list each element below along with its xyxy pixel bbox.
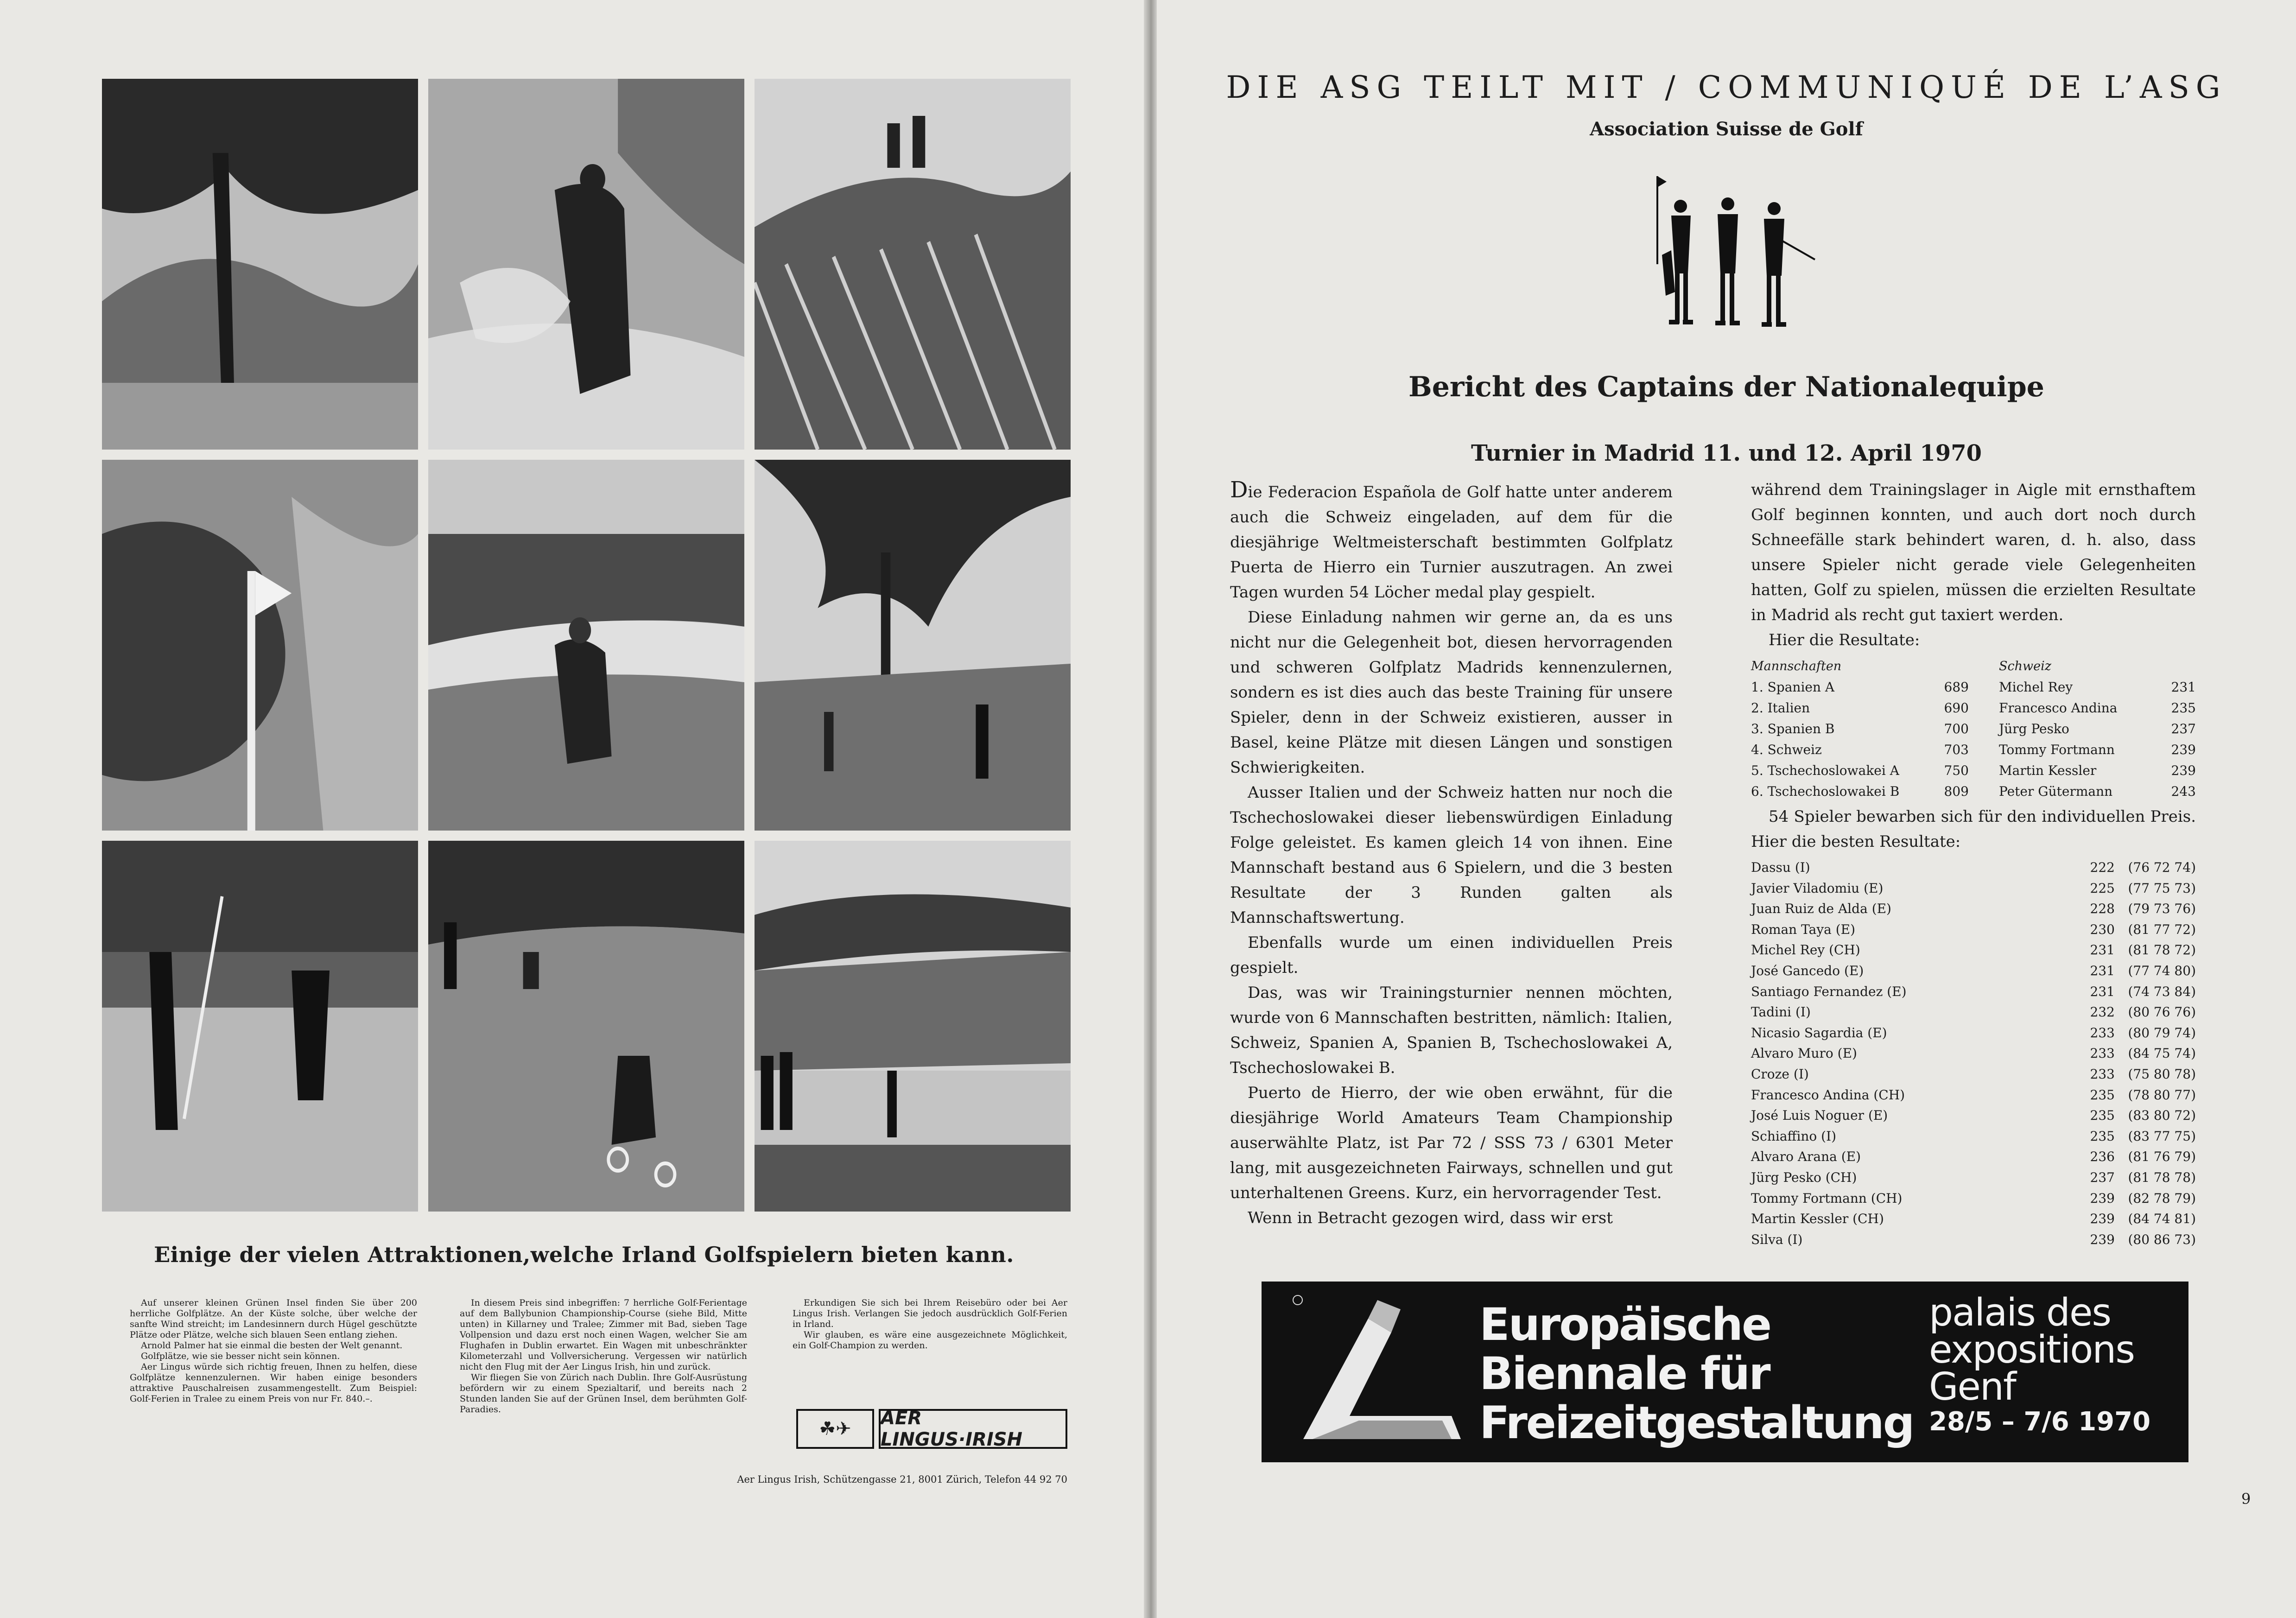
biennale-title-line: Freizeitgestaltung xyxy=(1479,1397,1914,1449)
table-row xyxy=(1751,1002,2196,1023)
ad-paragraph: Wir fliegen Sie von Zürich nach Dublin. Ihre Golf-Ausrüstung befördern wir zu einem Spezialtarif, und bereits nach 2 Stunden landen Sie auf der Grünen Insel, dem berühmten Golf-Paradies. xyxy=(460,1372,747,1415)
table-cell: (83 77 75) xyxy=(2128,1128,2196,1144)
table-cell: (75 80 78) xyxy=(2128,1066,2196,1082)
table-cell: 703 xyxy=(1944,742,1969,757)
table-cell: Juan Ruiz de Alda (E) xyxy=(1751,901,1891,917)
table-row xyxy=(1751,1023,2196,1044)
table-cell: (82 78 79) xyxy=(2128,1190,2196,1206)
table-cell: Tadini (I) xyxy=(1751,1004,1811,1020)
table-cell: 239 xyxy=(2090,1231,2115,1247)
table-cell: 235 xyxy=(2090,1108,2115,1123)
table-row xyxy=(1751,857,2196,878)
table-row xyxy=(1751,781,1969,802)
ad-paragraph: Aer Lingus würde sich richtig freuen, Ihnen zu helfen, diese Golfplätze kennenzulernen. Wir haben einige besonders attraktive Pauschalreisen zusammengestellt. Zum Beispiel: Golf-Ferien in Tralee zu einem Preis von nur Fr. 840.–. xyxy=(130,1362,417,1404)
swiss-header: Schweiz xyxy=(1999,659,2051,673)
biennale-venue-line: Genf xyxy=(1929,1365,2016,1409)
individual-intro-block xyxy=(1751,804,2196,854)
article-column-left xyxy=(1230,477,1673,1231)
aer-lingus-logo xyxy=(796,1409,1067,1449)
table-row xyxy=(1999,718,2196,739)
table-cell: Croze (I) xyxy=(1751,1066,1809,1082)
table-row xyxy=(1751,1209,2196,1230)
table-cell: 231 xyxy=(2090,983,2115,999)
table-cell: 222 xyxy=(2090,860,2115,875)
table-cell: (80 76 76) xyxy=(2128,1004,2196,1020)
table-cell: Francesco Andina (CH) xyxy=(1751,1087,1905,1103)
table-cell: Martin Kessler (CH) xyxy=(1751,1211,1884,1227)
table-cell: José Gancedo (E) xyxy=(1751,963,1864,978)
table-cell: (81 78 78) xyxy=(2128,1169,2196,1185)
table-row xyxy=(1751,677,1969,698)
tournament-title: Turnier in Madrid 11. und 12. April 1970 xyxy=(1471,440,1982,466)
table-row xyxy=(1751,961,2196,982)
table-cell: (81 76 79) xyxy=(2128,1149,2196,1165)
individual-intro: 54 Spieler bewarben sich für den individuellen Preis. Hier die besten Resultate: xyxy=(1751,807,2196,851)
photo-7 xyxy=(102,841,418,1212)
biennale-logo-icon xyxy=(1275,1282,1475,1462)
photo-6 xyxy=(755,460,1071,831)
table-cell: 225 xyxy=(2090,880,2115,896)
photo-1 xyxy=(102,79,418,450)
table-row xyxy=(1751,1188,2196,1209)
table-row xyxy=(1751,920,2196,940)
table-cell: Michel Rey (CH) xyxy=(1751,942,1860,958)
table-cell: (80 79 74) xyxy=(2128,1025,2196,1041)
table-cell: 700 xyxy=(1944,721,1969,736)
aer-lingus-wordmark: AER LINGUS·IRISH xyxy=(879,1409,1067,1449)
table-cell: Santiago Fernandez (E) xyxy=(1751,983,1907,999)
table-cell: 231 xyxy=(2171,679,2196,695)
photo-9 xyxy=(755,841,1071,1212)
table-cell: (78 80 77) xyxy=(2128,1087,2196,1103)
table-row xyxy=(1751,940,2196,961)
biennale-title-line: Biennale für xyxy=(1479,1348,1770,1400)
table-row xyxy=(1751,1230,2196,1250)
teams-column xyxy=(1751,656,1969,802)
table-cell: Tommy Fortmann (CH) xyxy=(1751,1190,1903,1206)
table-row xyxy=(1751,1085,2196,1106)
table-row xyxy=(1999,781,2196,802)
table-cell: (77 74 80) xyxy=(2128,963,2196,978)
individual-results-table xyxy=(1751,857,2196,1250)
table-cell: (80 86 73) xyxy=(2128,1231,2196,1247)
table-cell: (79 73 76) xyxy=(2128,901,2196,917)
table-cell: 235 xyxy=(2090,1087,2115,1103)
table-cell: 235 xyxy=(2090,1128,2115,1144)
table-row xyxy=(1999,760,2196,781)
table-row xyxy=(1751,1147,2196,1167)
table-cell: (74 73 84) xyxy=(2128,983,2196,999)
table-cell: Tommy Fortmann xyxy=(1999,742,2115,757)
article-paragraph: Ebenfalls wurde um einen individuellen Preis gespielt. xyxy=(1230,933,1673,977)
table-cell: Nicasio Sagardia (E) xyxy=(1751,1025,1887,1041)
table-row xyxy=(1751,698,1969,718)
photo-3 xyxy=(755,79,1071,450)
table-row xyxy=(1751,718,1969,739)
shamrock-plane-icon: ☘✈ xyxy=(796,1409,874,1449)
table-row xyxy=(1999,677,2196,698)
table-cell: 237 xyxy=(2171,721,2196,736)
table-cell: Javier Viladomiu (E) xyxy=(1751,880,1884,896)
table-cell: 239 xyxy=(2090,1211,2115,1227)
table-cell: 235 xyxy=(2171,700,2196,716)
table-cell: (81 77 72) xyxy=(2128,921,2196,937)
golfers-illustration-icon xyxy=(1625,171,1829,348)
table-row xyxy=(1751,760,1969,781)
aer-lingus-address: Aer Lingus Irish, Schützengasse 21, 8001 Zürich, Telefon 44 92 70 xyxy=(737,1474,1067,1485)
table-cell: 6. Tschechoslowakei B xyxy=(1751,784,1900,799)
ad-column-3 xyxy=(793,1298,1067,1351)
table-cell: Roman Taya (E) xyxy=(1751,921,1856,937)
ad-paragraph: Erkundigen Sie sich bei Ihrem Reisebüro oder bei Aer Lingus Irish. Verlangen Sie jedoch ausdrücklich Golf-Ferien in Irland. xyxy=(793,1298,1067,1329)
teams-header: Mannschaften xyxy=(1751,659,1842,673)
biennale-ad xyxy=(1262,1282,2188,1462)
table-cell: 231 xyxy=(2090,963,2115,978)
table-cell: 4. Schweiz xyxy=(1751,742,1822,757)
table-cell: 233 xyxy=(2090,1066,2115,1082)
table-row xyxy=(1999,739,2196,760)
table-cell: 231 xyxy=(2090,942,2115,958)
table-cell: (84 74 81) xyxy=(2128,1211,2196,1227)
article-paragraph: Puerto de Hierro, der wie oben erwähnt, für die diesjährige World Amateurs Team Championship auserwählte Platz, ist Par 72 / SSS 73 / 6301 Meter lang, mit ausgezeichneten Fairways, schnellen und gut unterhaltenen Greens. Kurz, ein hervorragender Test. xyxy=(1230,1084,1673,1202)
table-cell: Francesco Andina xyxy=(1999,700,2118,716)
table-row xyxy=(1751,878,2196,899)
table-cell: (77 75 73) xyxy=(2128,880,2196,896)
table-cell: Michel Rey xyxy=(1999,679,2073,695)
table-row xyxy=(1751,899,2196,920)
table-cell: Schiaffino (I) xyxy=(1751,1128,1837,1144)
table-cell: Martin Kessler xyxy=(1999,763,2097,778)
page-gutter xyxy=(1144,0,1157,1618)
table-cell: 2. Italien xyxy=(1751,700,1810,716)
table-cell: Silva (I) xyxy=(1751,1231,1803,1247)
left-page xyxy=(0,0,1144,1618)
table-cell: (84 75 74) xyxy=(2128,1046,2196,1061)
biennale-title-line: Europäische xyxy=(1479,1299,1771,1351)
table-cell: 233 xyxy=(2090,1025,2115,1041)
table-row xyxy=(1751,739,1969,760)
ad-paragraph: Arnold Palmer hat sie einmal die besten der Welt genannt. xyxy=(141,1340,403,1351)
ad-paragraph: Auf unserer kleinen Grünen Insel finden Sie über 200 herrliche Golfplätze. An der Küste solche, über welche der sanfte Wind streicht; im Landesinnern durch Hügel geschützte Plätze oder Plätze, welche sich blauen Seen entlang ziehen. xyxy=(130,1298,417,1340)
table-cell: Jürg Pesko (CH) xyxy=(1751,1169,1857,1185)
table-cell: Alvaro Muro (E) xyxy=(1751,1046,1857,1061)
article-paragraph: Das, was wir Trainingsturnier nennen möchten, wurde von 6 Mannschaften bestritten, nämlich: Italien, Schweiz, Spanien A, Spanien B, Tschechoslowakei A, Tschechoslowakei B. xyxy=(1230,983,1673,1077)
article-paragraph: Die Federacion Española de Golf hatte unter anderem auch die Schweiz eingeladen, auf dem für die diesjährige Weltmeisterschaft bestimmten Golfplatz Puerta de Hierro ein Turnier auszutragen. An zwei Tagen wurden 54 Löcher medal play gespielt. xyxy=(1230,477,1673,602)
article-paragraph: Diese Einladung nahmen wir gerne an, da es uns nicht nur die Gelegenheit bot, diesen hervorragenden und schweren Golfplatz Madrids kennenzulernen, sondern es ist dies auch das beste Training für unsere Spieler, denn in der Schweiz existieren, ausser in Basel, keine Plätze mit diesen Längen und sonstigen Schwierigkeiten. xyxy=(1230,608,1673,777)
biennale-venue xyxy=(1929,1291,2135,1409)
photo-4 xyxy=(102,460,418,831)
table-cell: 236 xyxy=(2090,1149,2115,1165)
results-intro: Hier die Resultate: xyxy=(1769,631,1920,649)
table-row xyxy=(1999,698,2196,718)
table-cell: José Luis Noguer (E) xyxy=(1751,1108,1888,1123)
table-cell: (76 72 74) xyxy=(2128,860,2196,875)
page-number: 9 xyxy=(2241,1490,2251,1508)
table-cell: Jürg Pesko xyxy=(1999,721,2069,736)
asg-subtitle: Association Suisse de Golf xyxy=(1590,118,1863,140)
table-cell: Alvaro Arana (E) xyxy=(1751,1149,1861,1165)
article-paragraph: während dem Trainingslager in Aigle mit ernsthaftem Golf beginnen konnten, und auch dort noch durch Schneefälle stark behindert waren, d. h. also, dass unsere Spieler nicht gerade viele Gelegenheiten hatten, Golf zu spielen, müssen die erzielten Resultate in Madrid als recht gut taxiert werden. xyxy=(1751,481,2196,624)
photo-8 xyxy=(428,841,744,1212)
table-cell: 239 xyxy=(2171,742,2196,757)
table-cell: 809 xyxy=(1944,784,1969,799)
article-paragraph: Ausser Italien und der Schweiz hatten nur noch die Tschechoslowakei dieser liebenswürdigen Einladung Folge geleistet. Es kamen gleich 14 von ihnen. Eine Mannschaft bestand aus 6 Spielern, und die 3 besten Resultate der 3 Runden galten als Mannschaftswertung. xyxy=(1230,783,1673,927)
biennale-title xyxy=(1479,1300,1913,1447)
article-paragraph: Wenn in Betracht gezogen wird, dass wir erst xyxy=(1248,1209,1613,1227)
table-cell: 239 xyxy=(2090,1190,2115,1206)
biennale-venue-line: palais des xyxy=(1929,1291,2111,1335)
ad-paragraph: Golfplätze, wie sie besser nicht sein können. xyxy=(141,1351,340,1361)
report-title: Bericht des Captains der Nationalequipe xyxy=(1408,371,2044,403)
article-column-right xyxy=(1751,477,2196,653)
ad-column-1 xyxy=(130,1298,417,1404)
table-cell: (81 78 72) xyxy=(2128,942,2196,958)
table-cell: 233 xyxy=(2090,1046,2115,1061)
table-cell: 237 xyxy=(2090,1169,2115,1185)
swiss-column xyxy=(1999,656,2196,802)
table-cell: (83 80 72) xyxy=(2128,1108,2196,1123)
table-cell: Dassu (I) xyxy=(1751,860,1810,875)
photo-2 xyxy=(428,79,744,450)
drop-letter: D xyxy=(1230,477,1248,503)
table-cell: 690 xyxy=(1944,700,1969,716)
table-cell: 232 xyxy=(2090,1004,2115,1020)
table-cell: 5. Tschechoslowakei A xyxy=(1751,763,1899,778)
ad-headline: Einige der vielen Attraktionen,welche Irland Golfspielern bieten kann. xyxy=(154,1242,1014,1267)
table-cell: 239 xyxy=(2171,763,2196,778)
table-cell: Peter Gütermann xyxy=(1999,784,2113,799)
biennale-venue-line: expositions xyxy=(1929,1328,2135,1372)
table-cell: 230 xyxy=(2090,921,2115,937)
photo-5 xyxy=(428,460,744,831)
table-cell: 243 xyxy=(2171,784,2196,799)
table-row xyxy=(1751,1167,2196,1188)
right-page xyxy=(1157,0,2296,1618)
table-row xyxy=(1751,1064,2196,1085)
table-cell: 3. Spanien B xyxy=(1751,721,1835,736)
ad-column-2 xyxy=(460,1298,747,1415)
ad-paragraph: In diesem Preis sind inbegriffen: 7 herrliche Golf-Ferientage auf dem Ballybunion Championship-Course (siehe Bild, Mitte unten) in Killarney und Tralee; Zimmer mit Bad, sieben Tage Vollpension und dazu erst noch einen Wagen, welcher Sie am Flughafen in Dublin erwartet. Ein Wagen mit unbeschränkter Kilometerzahl und Vollversicherung. Vergessen wir natürlich nicht den Flug mit der Aer Lingus Irish, hin und zurück. xyxy=(460,1298,747,1372)
table-cell: 750 xyxy=(1944,763,1969,778)
biennale-dates: 28/5 – 7/6 1970 xyxy=(1929,1407,2151,1437)
table-cell: 228 xyxy=(2090,901,2115,917)
table-cell: 689 xyxy=(1944,679,1969,695)
ad-paragraph: Wir glauben, es wäre eine ausgezeichnete Möglichkeit, ein Golf-Champion zu werden. xyxy=(793,1330,1067,1351)
table-row xyxy=(1751,1126,2196,1147)
table-row xyxy=(1751,982,2196,1003)
table-row xyxy=(1751,1105,2196,1126)
asg-masthead: DIE ASG TEILT MIT / COMMUNIQUÉ DE L’ASG xyxy=(1226,70,2227,105)
table-cell: 1. Spanien A xyxy=(1751,679,1835,695)
table-row xyxy=(1751,1043,2196,1064)
